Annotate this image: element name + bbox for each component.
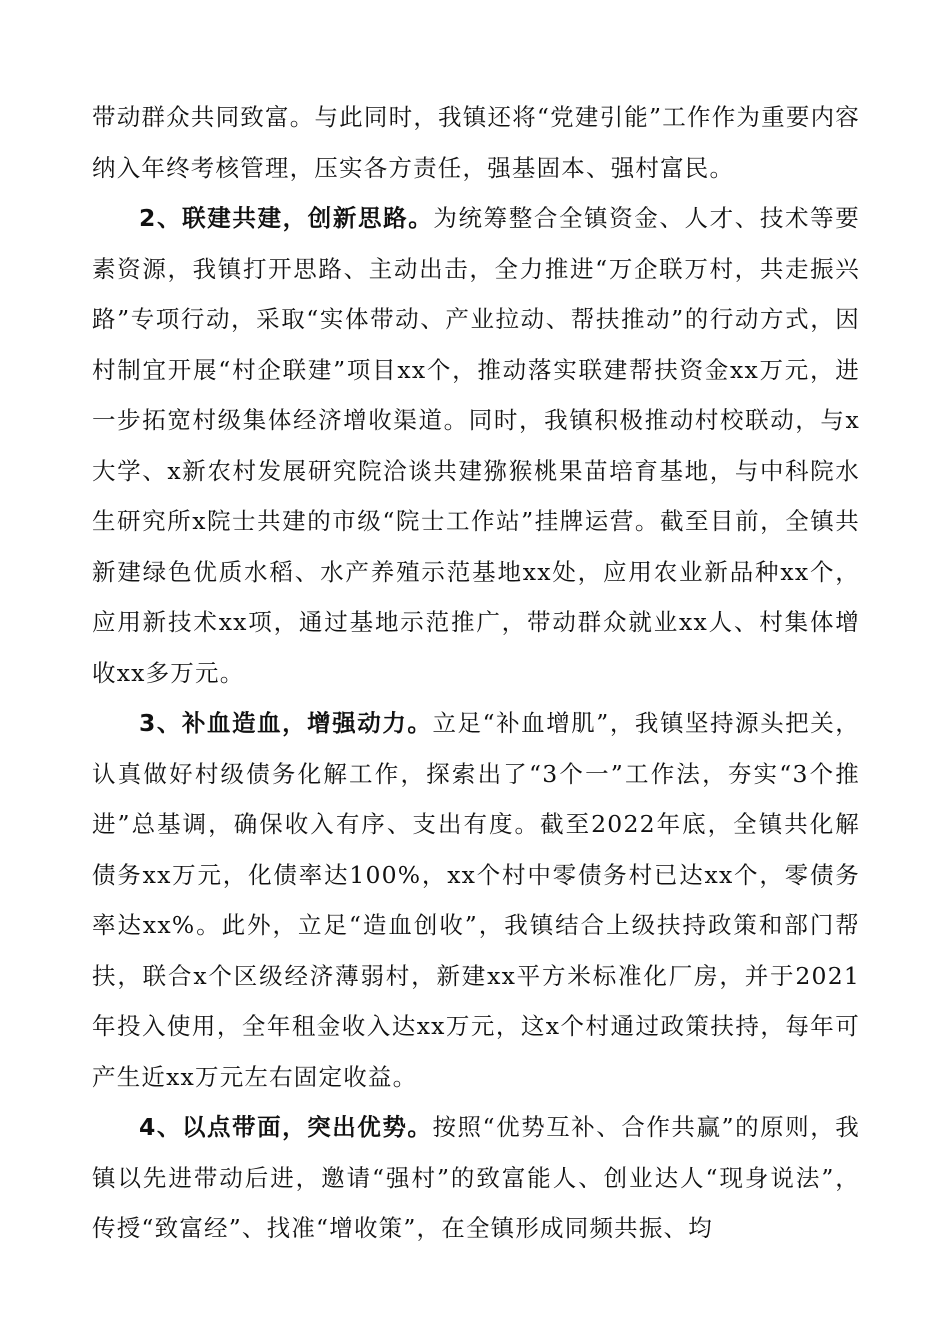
paragraph-3-text: 立足“补血增肌”，我镇坚持源头把关，认真做好村级债务化解工作，探索出了“3个一”工作法，夯实“3个推进”总基调，确保收入有序、支出有度。截至2022年底，全镇共化解债务xx万元，化债率达100%，xx个村中零债务村已达xx个，零债务率达xx%。此外，立足“造血创收”，我镇结合上级扶持政策和部门帮扶，联合x个区级经济薄弱村，新建xx平方米标准化厂房，并于2021年投入使用，全年租金收入达xx万元，这x个村通过政策扶持，每年可产生近xx万元左右固定收益。 [92, 709, 860, 1091]
paragraph-2 [92, 193, 860, 698]
paragraph-1-text: 带动群众共同致富。与此同时，我镇还将“党建引能”工作作为重要内容纳入年终考核管理，压实各方责任，强基固本、强村富民。 [92, 103, 860, 182]
paragraph-4-lead: 4、以点带面，突出优势。 [139, 1113, 433, 1141]
paragraph-2-lead: 2、联建共建，创新思路。 [139, 204, 434, 232]
paragraph-4-text: 按照“优势互补、合作共赢”的原则，我镇以先进带动后进，邀请“强村”的致富能人、创业达人“现身说法”，传授“致富经”、找准“增收策”，在全镇形成同频共振、均 [92, 1113, 860, 1242]
paragraph-3 [92, 698, 860, 1102]
document-body [92, 92, 860, 1254]
paragraph-4 [92, 1102, 860, 1254]
paragraph-2-text: 为统筹整合全镇资金、人才、技术等要素资源，我镇打开思路、主动出击，全力推进“万企联万村，共走振兴路”专项行动，采取“实体带动、产业拉动、帮扶推动”的行动方式，因村制宜开展“村企联建”项目xx个，推动落实联建帮扶资金xx万元，进一步拓宽村级集体经济增收渠道。同时，我镇积极推动村校联动，与x大学、x新农村发展研究院洽谈共建猕猴桃果苗培育基地，与中科院水生研究所x院士共建的市级“院士工作站”挂牌运营。截至目前，全镇共新建绿色优质水稻、水产养殖示范基地xx处，应用农业新品种xx个，应用新技术xx项，通过基地示范推广，带动群众就业xx人、村集体增收xx多万元。 [92, 204, 860, 687]
paragraph-1 [92, 92, 860, 193]
paragraph-3-lead: 3、补血造血，增强动力。 [139, 709, 433, 737]
